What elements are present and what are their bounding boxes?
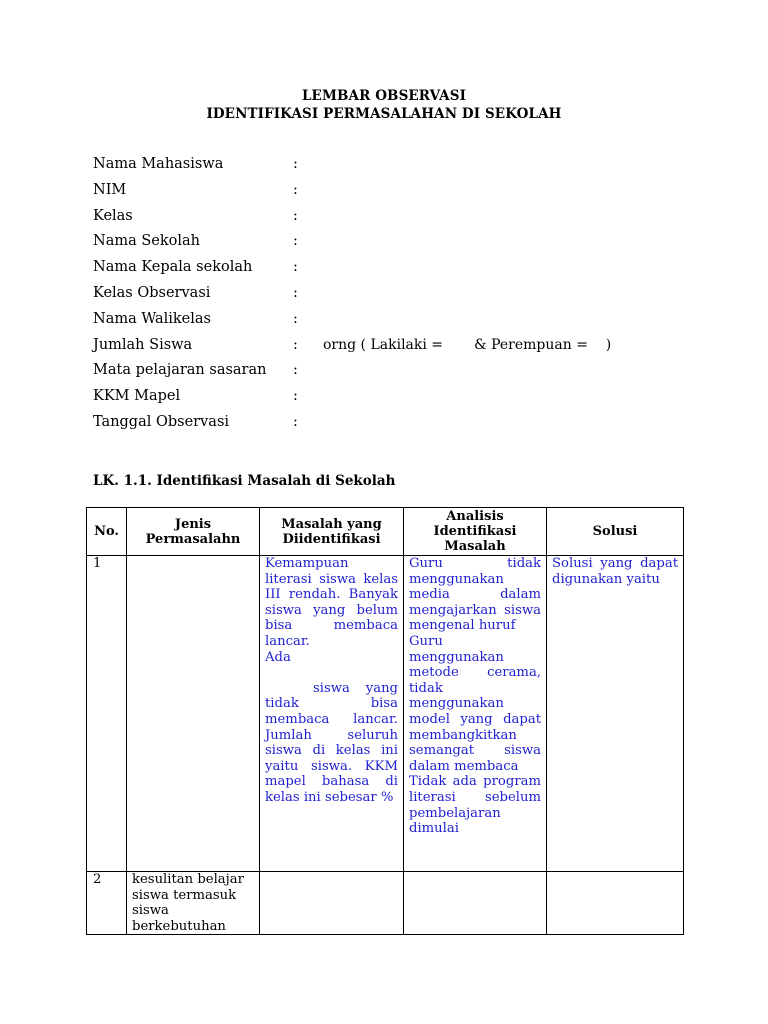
field-mata-pelajaran bbox=[93, 362, 693, 388]
cell-solusi: Solusi yang dapat digunakan yaitu bbox=[547, 556, 684, 872]
field-colon: : bbox=[293, 336, 298, 353]
field-nama-mahasiswa bbox=[93, 156, 693, 182]
field-colon: : bbox=[293, 207, 298, 224]
field-colon: : bbox=[293, 362, 298, 379]
cell-masalah bbox=[260, 872, 404, 935]
header-masalah: Masalah yang Diidentifikasi bbox=[260, 508, 404, 556]
document-title: LEMBAR OBSERVASI bbox=[301, 88, 467, 104]
identity-fields bbox=[93, 156, 693, 440]
field-kkm-mapel bbox=[93, 388, 693, 414]
field-kelas-observasi bbox=[93, 285, 693, 311]
field-label: Nama Walikelas bbox=[93, 310, 211, 327]
field-label: Jumlah Siswa bbox=[93, 336, 193, 353]
cell-masalah bbox=[260, 556, 404, 872]
field-jumlah-siswa bbox=[93, 337, 693, 363]
cell-jenis bbox=[127, 556, 260, 872]
field-colon: : bbox=[293, 388, 298, 405]
field-tanggal-observasi bbox=[93, 414, 693, 440]
field-label: Kelas bbox=[93, 207, 133, 224]
field-label: Mata pelajaran sasaran bbox=[93, 362, 267, 379]
field-nama-kepala-sekolah bbox=[93, 259, 693, 285]
field-nama-sekolah bbox=[93, 233, 693, 259]
cell-solusi bbox=[547, 872, 684, 935]
analisis-text: Guru tidak menggunakan media dalam mengajarkan siswa mengenal huruf bbox=[409, 556, 541, 634]
cell-analisis bbox=[404, 872, 547, 935]
field-nama-walikelas bbox=[93, 311, 693, 337]
field-label: Kelas Observasi bbox=[93, 284, 211, 301]
table-row bbox=[87, 556, 684, 872]
field-label: NIM bbox=[93, 181, 127, 198]
field-colon: : bbox=[293, 181, 298, 198]
masalah-text bbox=[265, 681, 398, 806]
header-analisis: Analisis Identifikasi Masalah bbox=[404, 508, 547, 556]
section-heading: LK. 1.1. Identifikasi Masalah di Sekolah bbox=[93, 473, 396, 489]
cell-no: 2 bbox=[87, 872, 127, 935]
header-jenis: Jenis Permasalahn bbox=[127, 508, 260, 556]
field-nim bbox=[93, 182, 693, 208]
field-kelas bbox=[93, 208, 693, 234]
field-label: Nama Sekolah bbox=[93, 233, 200, 250]
field-colon: : bbox=[293, 233, 298, 250]
field-colon: : bbox=[293, 284, 298, 301]
table-header-row bbox=[87, 508, 684, 556]
table-row bbox=[87, 872, 684, 935]
document-subtitle: IDENTIFIKASI PERMASALAHAN DI SEKOLAH bbox=[206, 106, 562, 122]
identification-table bbox=[86, 507, 684, 935]
field-colon: : bbox=[293, 310, 298, 327]
field-label: Tanggal Observasi bbox=[93, 413, 230, 430]
cell-no: 1 bbox=[87, 556, 127, 872]
header-solusi: Solusi bbox=[547, 508, 684, 556]
field-colon: : bbox=[293, 413, 298, 430]
field-jumlah-siswa-detail: orng ( Lakilaki = & Perempuan = ) bbox=[323, 336, 612, 353]
analisis-text: Tidak ada program literasi sebelum pembelajaran dimulai bbox=[409, 774, 541, 837]
masalah-text: Ada bbox=[265, 649, 291, 665]
field-label: Nama Mahasiswa bbox=[93, 156, 224, 172]
blank-line bbox=[265, 665, 398, 681]
analisis-text: Guru menggunakan metode cerama, tidak menggunakan model yang dapat membangkitkan semangat siswa dalam membaca bbox=[409, 633, 541, 774]
field-label: Nama Kepala sekolah bbox=[93, 259, 253, 276]
cell-jenis: kesulitan belajar siswa termasuk siswa berkebutuhan bbox=[127, 872, 260, 935]
field-colon: : bbox=[293, 156, 298, 172]
header-no: No. bbox=[87, 508, 127, 556]
masalah-text: Kemampuan literasi siswa kelas III rendah. Banyak siswa yang belum bisa membaca lancar. bbox=[265, 556, 398, 649]
masalah-text-part: siswa yang tidak bisa membaca lancar. Jumlah seluruh siswa di kelas ini yaitu siswa. KKM mapel bahasa di kelas ini sebesar % bbox=[265, 680, 398, 805]
field-colon: : bbox=[293, 259, 298, 276]
field-label: KKM Mapel bbox=[93, 388, 181, 405]
cell-analisis bbox=[404, 556, 547, 872]
